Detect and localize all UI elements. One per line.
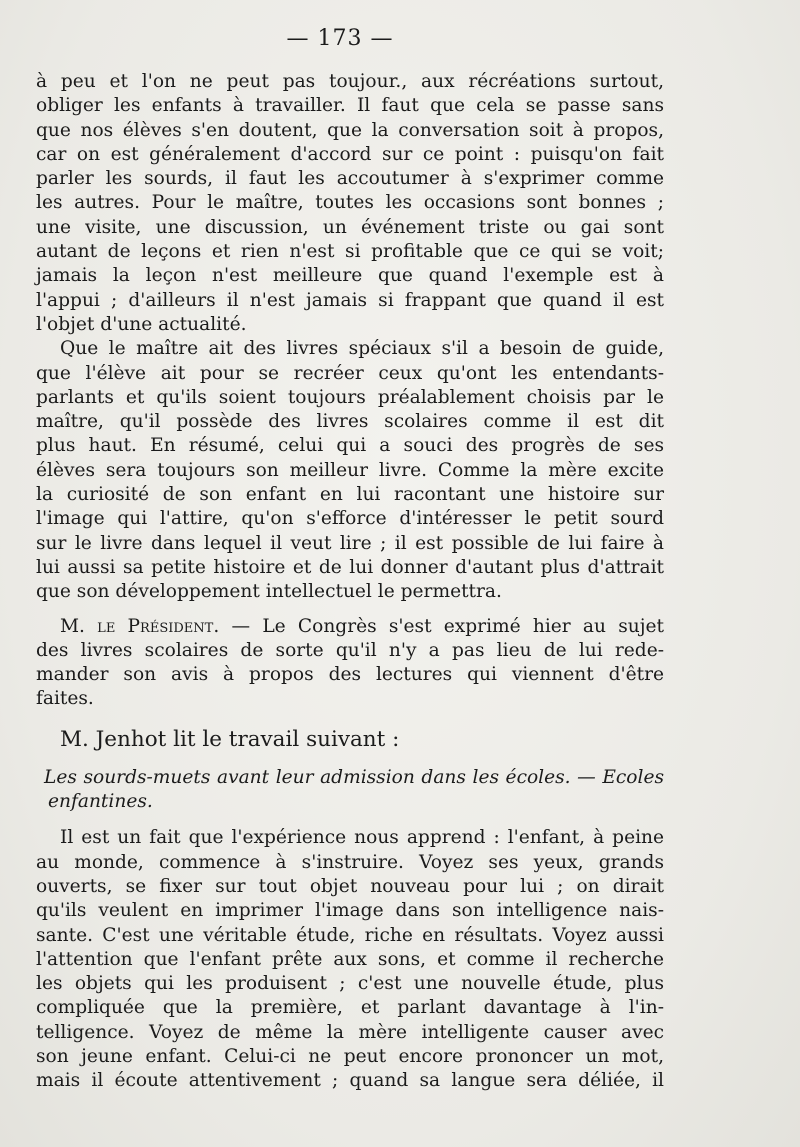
text-line: l'attention que l'enfant prête aux sons, et comme il recherche — [36, 948, 664, 970]
text-line: que nos élèves s'en doutent, que la conversation soit à propos, — [36, 119, 664, 141]
text-line: la curiosité de son enfant en lui racontant une histoire sur — [36, 484, 664, 506]
text-line: l'image qui l'attire, qu'on s'efforce d'intéresser le petit sourd — [36, 508, 664, 530]
subtitle — [36, 766, 664, 815]
text-line: l'appui ; d'ailleurs il n'est jamais si frappant que quand il est — [36, 289, 664, 311]
section-heading: M. Jenhot lit le travail suivant : — [60, 726, 400, 752]
text-line: compliquée que la première, et parlant davantage à l'in- — [36, 997, 664, 1019]
text-line: autant de leçons et rien n'est si profitable que ce qui se voit; — [36, 241, 664, 263]
page-number: — 173 — — [286, 26, 394, 51]
text-line: maître, qu'il possède des livres scolaires comme il est dit — [36, 411, 664, 433]
subtitle-line: Les sourds-muets avant leur admission dans les écoles. — Ecoles — [44, 766, 664, 788]
text-line: plus haut. En résumé, celui qui a souci des progrès de ses — [36, 435, 664, 457]
page-body — [36, 70, 664, 1094]
text-line: l'objet d'une actualité. — [36, 313, 247, 335]
spacer — [36, 605, 664, 615]
text-line: ouverts, se fixer sur tout objet nouveau pour lui ; on dirait — [36, 875, 664, 897]
text-line: les objets qui les produisent ; c'est une nouvelle étude, plus — [36, 973, 664, 995]
text-line: obliger les enfants à travailler. Il faut que cela se passe sans — [36, 95, 664, 117]
text-line: car on est généralement d'accord sur ce point : puisqu'on fait — [36, 143, 664, 165]
text-line: que son développement intellectuel le permettra. — [36, 581, 502, 603]
text-line: au monde, commence à s'instruire. Voyez ses yeux, grands — [36, 851, 664, 873]
text-line: les autres. Pour le maître, toutes les occasions sont bonnes ; — [36, 192, 664, 214]
text-line: parlants et qu'ils soient toujours préalablement choisis par le — [36, 386, 664, 408]
president-remark — [36, 615, 664, 712]
text-line: à peu et l'on ne peut pas toujour., aux récréations surtout, — [36, 71, 664, 92]
text-line: qu'ils veulent en imprimer l'image dans son intelligence nais- — [36, 900, 664, 922]
text-line: élèves sera toujours son meilleur livre. Comme la mère excite — [36, 459, 664, 481]
spacer — [36, 756, 664, 766]
spacer — [36, 814, 664, 826]
paragraph-2 — [36, 337, 664, 604]
text-line: parler les sourds, il faut les accoutumer à s'exprimer comme — [36, 168, 664, 190]
text-line: faites. — [36, 688, 94, 710]
text-line: sur le livre dans lequel il veut lire ; il est possible de lui faire à — [36, 532, 664, 554]
subtitle-line: enfantines. — [48, 791, 153, 813]
spacer — [36, 712, 664, 724]
text-line — [36, 615, 664, 639]
text-line: jamais la leçon n'est meilleure que quand l'exemple est à — [36, 265, 664, 287]
text-line: lui aussi sa petite histoire et de lui donner d'autant plus d'attrait — [36, 556, 664, 578]
text-line: Que le maître ait des livres spéciaux s'il a besoin de guide, — [60, 338, 664, 360]
speaker-name: M. le Président. — [60, 615, 220, 637]
paragraph-1 — [36, 70, 664, 337]
text-line: des livres scolaires de sorte qu'il n'y a pas lieu de lui rede- — [36, 639, 664, 661]
text-line: Il est un fait que l'expérience nous apprend : l'enfant, à peine — [60, 827, 664, 849]
text-line: mander son avis à propos des lectures qui viennent d'être — [36, 664, 664, 686]
text-line: que l'élève ait pour se recréer ceux qu'ont les entendants- — [36, 362, 664, 384]
text-line: une visite, une discussion, un événement triste ou gai sont — [36, 216, 664, 238]
text-line: telligence. Voyez de même la mère intelligente causer avec — [36, 1021, 664, 1043]
text-line: son jeune enfant. Celui-ci ne peut encore prononcer un mot, — [36, 1045, 664, 1067]
text-line: sante. C'est une véritable étude, riche en résultats. Voyez aussi — [36, 924, 664, 946]
paragraph-3 — [36, 826, 664, 1093]
remark-text: — Le Congrès s'est exprimé hier au sujet — [219, 615, 664, 637]
text-line: mais il écoute attentivement ; quand sa langue sera déliée, il — [36, 1070, 664, 1092]
